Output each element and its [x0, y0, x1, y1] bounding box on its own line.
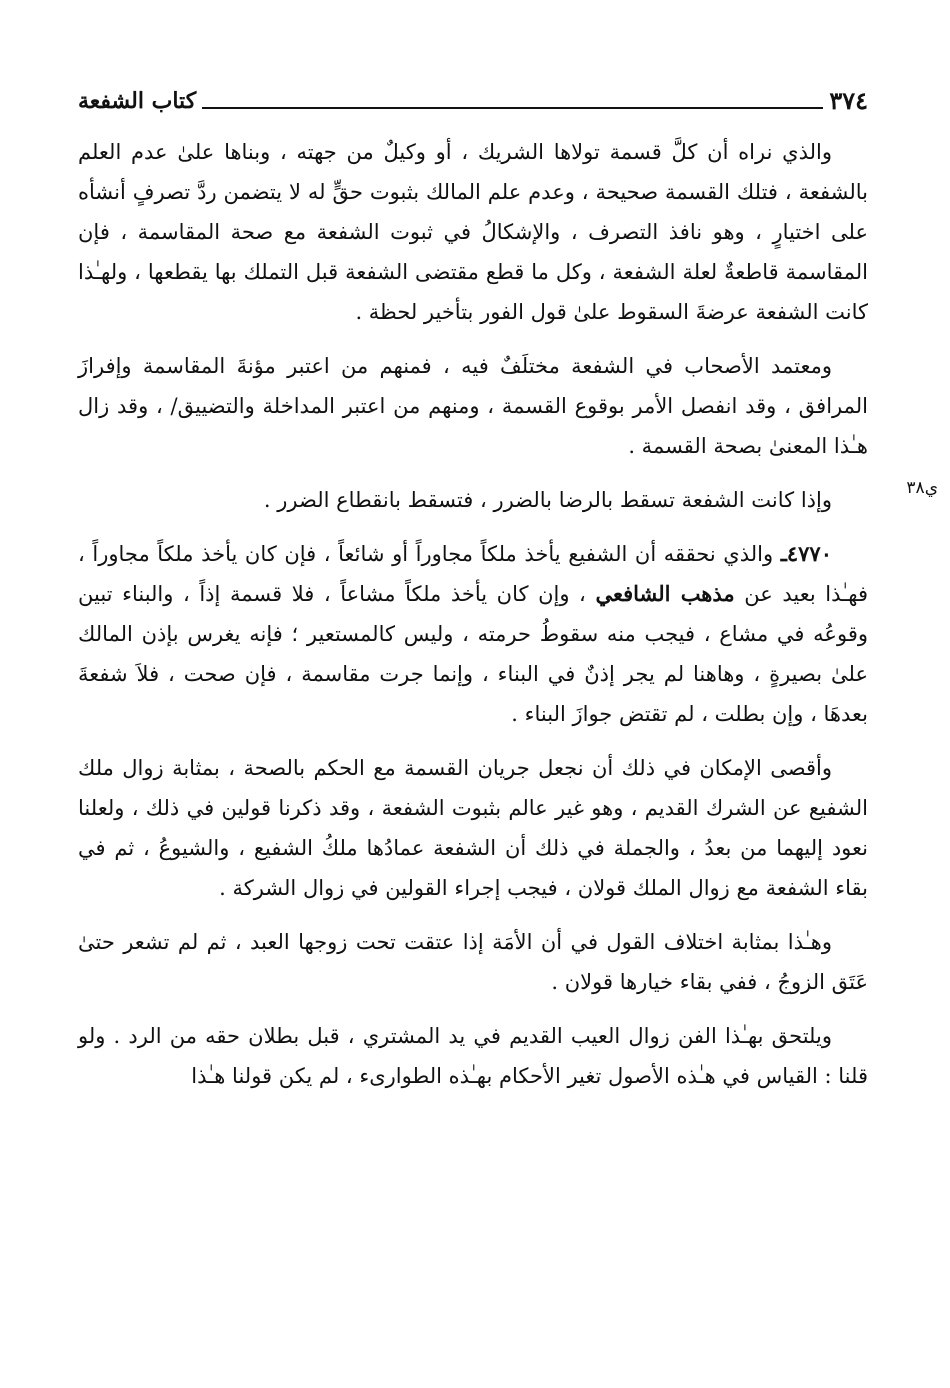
paragraph-text: وهـٰذا بمثابة اختلاف القول في أن الأمَة إذا عتقت تحت زوجها العبد ، ثم لم تشعر حتىٰ عَتَق الزوجُ ، ففي بقاء خيارها قولان . [78, 930, 868, 994]
paragraph-text: ومعتمد الأصحاب في الشفعة مختلَفٌ فيه ، فمنهم من اعتبر مؤنةَ المقاسمة وإفرازَ المرافق ، وقد انفصل الأمر بوقوع القسمة ، ومنهم من اعتبر المداخلة والتضييق/ ، وقد زال هـٰذا المعنىٰ بصحة القسمة . [78, 354, 868, 458]
paragraph-text: وأقصى الإمكان في ذلك أن نجعل جريان القسمة مع الحكم بالصحة ، بمثابة زوال ملك الشفيع عن الشرك القديم ، وهو غير عالم بثبوت الشفعة ، وقد ذكرنا قولين في ذلك ، ولعلنا نعود إليهما من بعدُ ، والجملة في ذلك أن الشفعة عمادُها ملكُ الشفيع ، والشيوعُ ، ثم في بقاء الشفعة مع زوال الملك قولان ، فيجب إجراء القولين في زوال الشركة . [78, 756, 868, 900]
paragraph-3 [78, 480, 868, 520]
page-header [78, 80, 868, 116]
running-title: كتاب الشفعة [78, 88, 197, 114]
paragraph-6 [78, 922, 868, 1002]
paragraph-text-after: ، وإن كان يأخذ ملكاً مشاعاً ، فلا قسمة إذاً ، والبناء تبين وقوعُه في مشاع ، فيجب منه سقوطُ حرمته ، وليس كالمستعير ؛ فإنه يغرس بإذن المالك علىٰ بصيرةٍ ، وهاهنا لم يجر إذنٌ في البناء ، وإنما جرت مقاسمة ، فإن صحت ، فلاَ شفعةَ بعدهَا ، وإن بطلت ، لم تقتض جوازَ البناء . [78, 582, 868, 726]
page-body [78, 132, 868, 1110]
header-rule [202, 107, 823, 109]
bold-phrase: مذهب الشافعي [595, 581, 735, 606]
paragraph-7 [78, 1016, 868, 1096]
margin-folio-note: ي٣٨ [906, 478, 938, 498]
paragraph-2 [78, 346, 868, 466]
paragraph-text: وإذا كانت الشفعة تسقط بالرضا بالضرر ، فتسقط بانقطاع الضرر . [263, 488, 832, 512]
page-number: ٣٧٤ [829, 86, 868, 115]
paragraph-4 [78, 534, 868, 734]
paragraph-1 [78, 132, 868, 332]
paragraph-text: ويلتحق بهـٰذا الفن زوال العيب القديم في يد المشتري ، قبل بطلان حقه من الرد . ولو قلنا : القياس في هـٰذه الأصول تغير الأحكام بهـٰذه الطوارىء ، لم يكن قولنا هـٰذا [78, 1024, 868, 1088]
paragraph-text: والذي نراه أن كلَّ قسمة تولاها الشريك ، أو وكيلٌ من جهته ، وبناها علىٰ عدم العلم بالشفعة ، فتلك القسمة صحيحة ، وعدم علم المالك بثبوت حقٍّ له لا يتضمن ردَّ تصرفٍ أنشأه على اختيارٍ ، وهو نافذ التصرف ، والإشكالُ في ثبوت الشفعة مع صحة المقاسمة ، فإن المقاسمة قاطعةٌ لعلة الشفعة ، وكل ما قطع مقتضى الشفعة قبل التملك بها يقطعها ، ولهـٰذا كانت الشفعة عرضةَ السقوط علىٰ قول الفور بتأخير لحظة . [78, 140, 868, 324]
paragraph-text-before: والذي نحققه أن الشفيع يأخذ ملكاً مجاوراً أو شائعاً ، فإن كان يأخذ ملكاً مجاوراً ، فهـٰذا بعيد عن [78, 542, 869, 606]
paragraph-5 [78, 748, 868, 908]
section-number: ٤٧٧٠ـ [780, 541, 832, 566]
